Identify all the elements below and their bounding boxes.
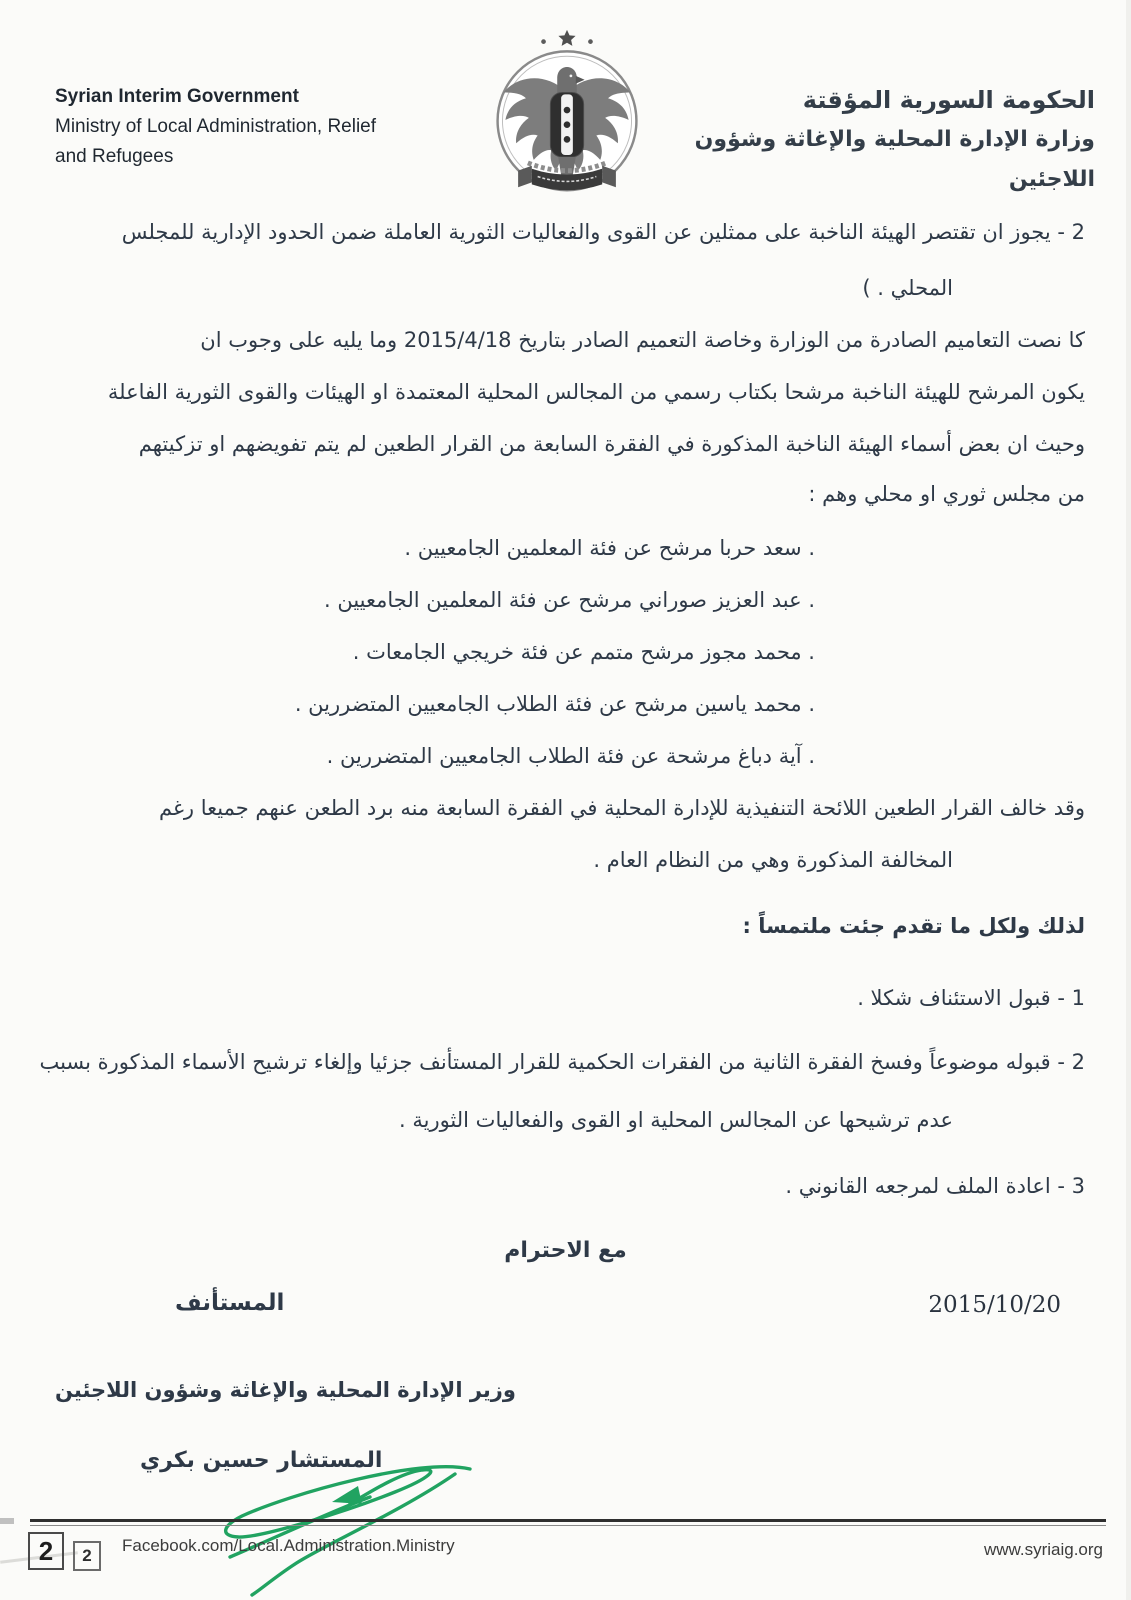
page-number-box-small: 2 bbox=[73, 1541, 101, 1571]
header-arabic bbox=[675, 80, 1095, 200]
letter-line: من مجلس ثوري او محلي وهم : bbox=[808, 482, 1085, 506]
letter-line: . محمد ياسين مرشح عن فئة الطلاب الجامعيين المتضررين . bbox=[294, 692, 815, 716]
letter-line: وزير الإدارة المحلية والإغاثة وشؤون اللاجئين bbox=[55, 1378, 516, 1402]
letter-line: 2 - قبوله موضوعاً وفسخ الفقرة الثانية من الفقرات الحكمية للقرار المستأنف جزئيا وإلغاء ترشيح الأسماء المذكورة بسبب bbox=[39, 1050, 1085, 1074]
syrian-eagle-emblem-icon bbox=[487, 24, 647, 200]
letter-line: 2015/10/20 bbox=[928, 1292, 1061, 1318]
signature-scribble-icon bbox=[200, 1452, 500, 1600]
letter-line: . عبد العزيز صوراني مرشح عن فئة المعلمين الجامعيين . bbox=[324, 588, 815, 612]
scan-edge-shade bbox=[1126, 0, 1131, 1600]
government-name-ar: الحكومة السورية المؤقتة bbox=[802, 86, 1095, 114]
letter-line: المستشار حسين بكري bbox=[140, 1448, 383, 1473]
letter-line: يكون المرشح للهيئة الناخبة مرشحا بكتاب رسمي من المجالس المحلية المعتمدة او الهيئات والقوى الثورية الفاعلة bbox=[107, 380, 1085, 404]
ministry-name-ar: وزارة الإدارة المحلية والإغاثة وشؤون اللاجئين bbox=[694, 127, 1095, 192]
letter-line: 2 - يجوز ان تقتصر الهيئة الناخبة على ممثلين عن القوى والفعاليات الثورية العاملة ضمن الحدود الإدارية للمجلس bbox=[121, 220, 1085, 244]
letter-line: 1 - قبول الاستئناف شكلا . bbox=[857, 986, 1085, 1010]
letter-line: مع الاحترام bbox=[504, 1238, 627, 1263]
website-address-text: www.syriaig.org bbox=[983, 1540, 1103, 1559]
letter-line: لذلك ولكل ما تقدم جئت ملتمساً : bbox=[742, 914, 1085, 938]
letter-line: 3 - اعادة الملف لمرجعه القانوني . bbox=[785, 1174, 1085, 1198]
ministry-name-en-line1: Ministry of Local Administration, Relief bbox=[55, 116, 377, 137]
page-number-box-large: 2 bbox=[28, 1532, 64, 1570]
government-name-en: Syrian Interim Government bbox=[55, 86, 299, 107]
letter-line: عدم ترشيحها عن المجالس المحلية او القوى والفعاليات الثورية . bbox=[398, 1108, 953, 1132]
footer-rule bbox=[30, 1519, 1106, 1522]
letter-line: وحيث ان بعض أسماء الهيئة الناخبة المذكورة في الفقرة السابعة من القرار الطعين لم يتم تفويضهم او تزكيتهم bbox=[138, 432, 1085, 456]
letter-line: وقد خالف القرار الطعين اللائحة التنفيذية للإدارة المحلية في الفقرة السابعة منه برد الطعن عنهم جميعا رغم bbox=[158, 796, 1085, 820]
facebook-address-text: Facebook.com/Local.Administration.Ministry bbox=[122, 1536, 455, 1555]
letter-line: . محمد مجوز مرشح متمم عن فئة خريجي الجامعات . bbox=[352, 640, 815, 664]
ministry-name-en-line2: and Refugees bbox=[55, 146, 174, 167]
letter-line: . آية دباغ مرشحة عن فئة الطلاب الجامعيين المتضررين . bbox=[326, 744, 815, 768]
letter-line: . سعد حربا مرشح عن فئة المعلمين الجامعيين . bbox=[404, 536, 815, 560]
letter-line: المستأنف bbox=[175, 1290, 285, 1316]
header-english bbox=[55, 82, 455, 172]
letter-line: المخالفة المذكورة وهي من النظام العام . bbox=[593, 848, 953, 872]
scan-artifact bbox=[0, 1518, 14, 1524]
letter-line: كا نصت التعاميم الصادرة من الوزارة وخاصة التعميم الصادر بتاريخ 2015/4/18 وما يليه على وجوب ان bbox=[200, 328, 1085, 352]
footer-rule-secondary bbox=[30, 1525, 1106, 1526]
letter-line: المحلي . ) bbox=[862, 276, 953, 300]
